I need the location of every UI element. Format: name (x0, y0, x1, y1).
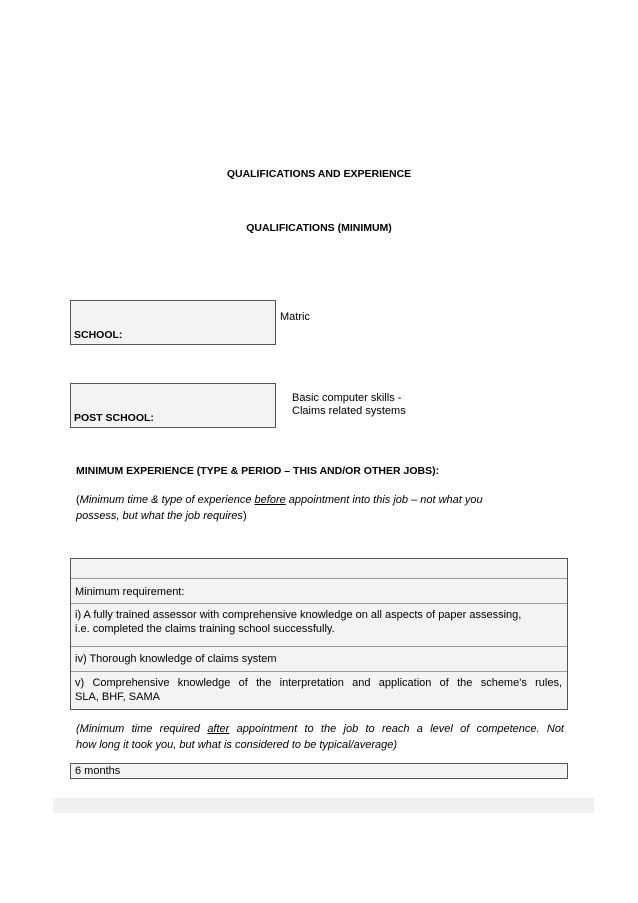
post-school-value-line2: Claims related systems (292, 405, 406, 417)
competence-time-box (70, 763, 568, 779)
footer-bar (53, 798, 594, 813)
post-school-value (292, 392, 406, 418)
requirement-item-3: v) Comprehensive knowledge of the interpretation and application of the scheme's rules, SLA, BHF, SAMA (71, 671, 567, 710)
requirements-intro: Minimum requirement: (75, 586, 185, 598)
requirement-item-1: i) A fully trained assessor with comprehensive knowledge on all aspects of paper assessing, i.e. completed the claims training school successfully. (71, 603, 567, 646)
school-label: SCHOOL: (74, 329, 123, 341)
page-title: QUALIFICATIONS AND EXPERIENCE (226, 168, 412, 180)
requirement-item-2: iv) Thorough knowledge of claims system (71, 646, 567, 671)
competence-time-value: 6 months (75, 765, 121, 777)
requirements-box (70, 558, 568, 710)
requirements-intro-row (71, 578, 567, 603)
post-school-label-box (70, 383, 276, 428)
competence-note: (Minimum time required after appointment to the job to reach a level of competence. Not how long it took you, but what is considered to be typical/average) (76, 723, 564, 751)
experience-note: (Minimum time & type of experience before appointment into this job – not what you possess, but what the job requires) (76, 494, 483, 522)
post-school-value-line1: Basic computer skills - (292, 392, 402, 404)
experience-heading: MINIMUM EXPERIENCE (TYPE & PERIOD – THIS AND/OR OTHER JOBS): (76, 465, 440, 477)
school-label-box (70, 300, 276, 345)
school-value: Matric (280, 311, 310, 323)
page-subtitle: QUALIFICATIONS (MINIMUM) (246, 222, 392, 234)
post-school-label: POST SCHOOL: (74, 412, 154, 424)
